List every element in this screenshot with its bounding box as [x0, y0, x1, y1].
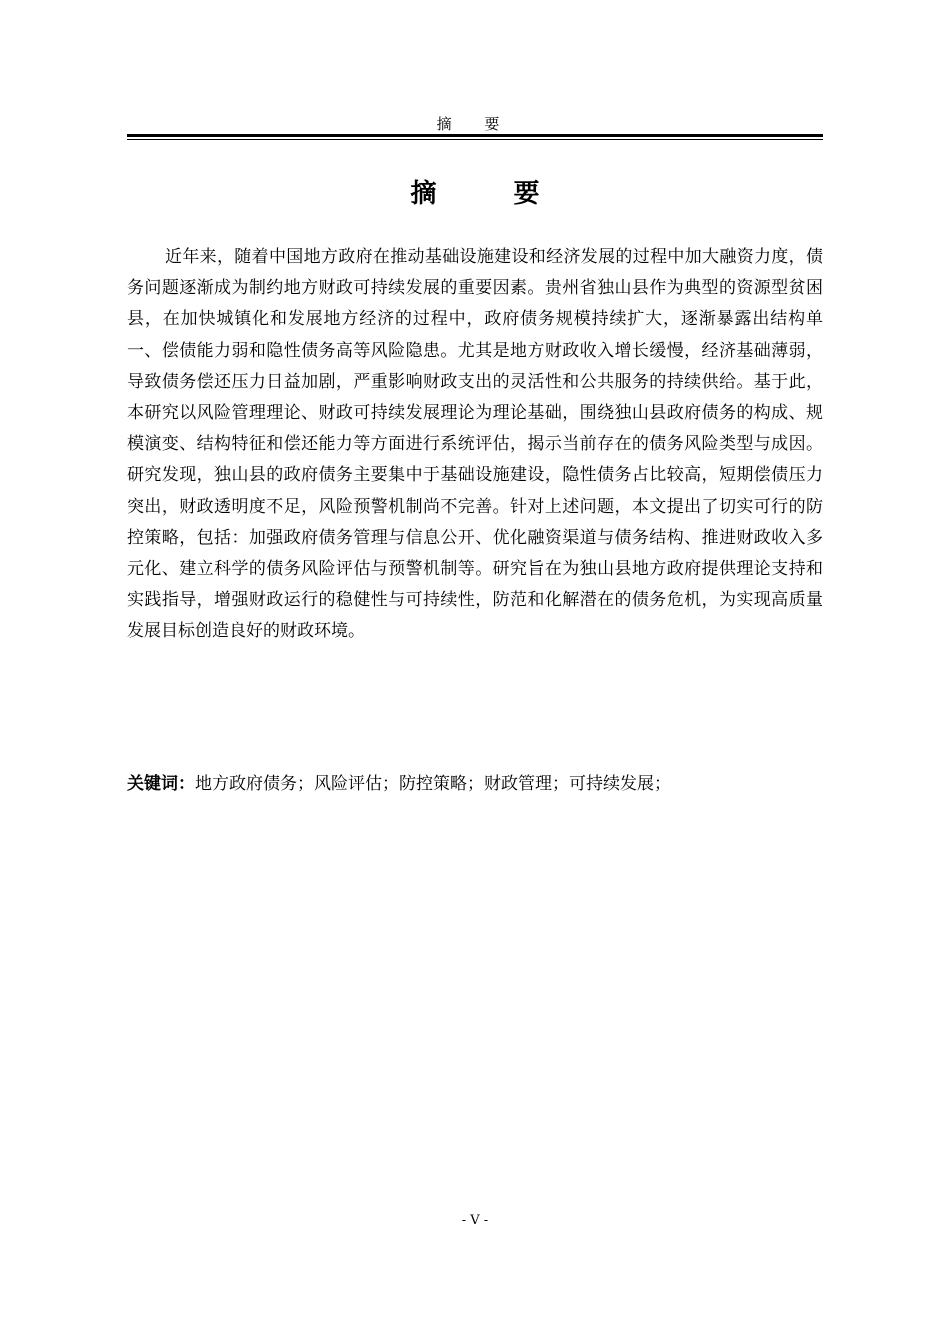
header-rule-thin [127, 139, 823, 140]
page-title: 摘 要 [410, 179, 574, 209]
header-rule [127, 134, 823, 137]
keywords-line [127, 770, 823, 798]
running-header: 摘 要 [436, 115, 514, 133]
keywords-text: 地方政府债务；风险评估；防控策略；财政管理；可持续发展； [195, 774, 671, 794]
abstract-paragraph: 近年来，随着中国地方政府在推动基础设施建设和经济发展的过程中加大融资力度，债务问题逐渐成为制约地方财政可持续发展的重要因素。贵州省独山县作为典型的资源型贫困县，在加快城镇化和发展地方经济的过程中，政府债务规模持续扩大，逐渐暴露出结构单一、偿债能力弱和隐性债务高等风险隐患。尤其是地方财政收入增长缓慢，经济基础薄弱，导致债务偿还压力日益加剧，严重影响财政支出的灵活性和公共服务的持续供给。基于此，本研究以风险管理理论、财政可持续发展理论为理论基础，围绕独山县政府债务的构成、规模演变、结构特征和偿还能力等方面进行系统评估，揭示当前存在的债务风险类型与成因。研究发现，独山县的政府债务主要集中于基础设施建设，隐性债务占比较高，短期偿债压力突出，财政透明度不足，风险预警机制尚不完善。针对上述问题，本文提出了切实可行的防控策略，包括：加强政府债务管理与信息公开、优化融资渠道与债务结构、推进财政收入多元化、建立科学的债务风险评估与预警机制等。研究旨在为独山县地方政府提供理论支持和实践指导，增强财政运行的稳健性与可持续性，防范和化解潜在的债务危机，为实现高质量发展目标创造良好的财政环境。 [127, 247, 823, 642]
keywords-label: 关键词： [127, 774, 195, 794]
page-number: - V - [461, 1213, 489, 1228]
